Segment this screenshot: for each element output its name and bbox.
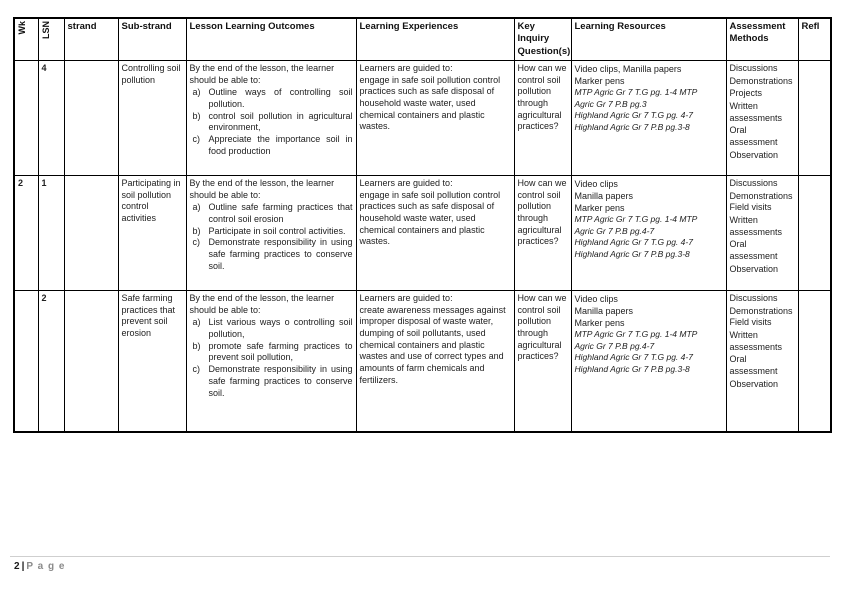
page-label: P a g e (26, 561, 66, 572)
outcome-label: b) (192, 340, 201, 351)
outcome-text: control soil pollution in agricultural environment, (208, 110, 353, 133)
assessment-line: Projects (729, 88, 763, 99)
resource-line: Marker pens (574, 318, 625, 329)
wk-cell (14, 61, 38, 176)
resources-plain (575, 293, 723, 329)
page-footer (14, 561, 65, 572)
resource-reference: Agric Gr 7 P.B pg.4-7 (574, 225, 655, 236)
outcomes-intro: By the end of the lesson, the learner should be able to: (189, 293, 335, 315)
resources-references (575, 87, 723, 133)
table-row (14, 61, 831, 176)
outcomes-intro: By the end of the lesson, the learner should be able to: (189, 63, 335, 85)
assessment-line: Written assessments (729, 101, 783, 123)
header-outcomes: Lesson Learning Outcomes (186, 18, 356, 61)
outcome-item (193, 87, 353, 110)
experiences-intro: Learners are guided to: (359, 63, 453, 74)
assessment-line: Demonstrations (729, 75, 793, 86)
resources-plain (575, 178, 723, 214)
key-inquiry-cell: How can we control soil pollution through agricultural practices? (514, 61, 571, 176)
outcome-label: a) (192, 202, 201, 213)
outcome-item (193, 202, 353, 225)
assessment-line: Written assessments (729, 215, 783, 237)
resource-reference: Highland Agric Gr 7 P.B pg.3-8 (574, 121, 690, 132)
outcome-label: a) (192, 87, 201, 98)
assessment-line: Oral assessment (729, 239, 778, 262)
wk-cell (14, 291, 38, 432)
experiences-body: engage in safe soil pollution control practices such as safe disposal of household waste water, used chemical containers and plastic wastes. (359, 74, 501, 132)
outcomes-list (190, 317, 353, 399)
lsn-cell: 1 (38, 176, 64, 291)
resource-reference: Highland Agric Gr 7 P.B pg.3-8 (574, 363, 690, 374)
resources-cell (571, 291, 726, 432)
assessment-cell (726, 291, 798, 432)
experiences-body: engage in safe soil pollution control practices such as safe disposal of household waste water, used chemical containers and plastic wastes. (359, 189, 501, 247)
assessment-line: Demonstrations Field visits (729, 190, 793, 213)
outcome-text: promote safe farming practices to prevent soil pollution, (208, 340, 353, 363)
header-lsn (38, 18, 64, 61)
resource-line: Video clips (574, 294, 618, 305)
outcome-label: c) (192, 364, 200, 375)
experiences-cell (356, 176, 514, 291)
resource-reference: MTP Agric Gr 7 T.G pg. 1-4 MTP (574, 87, 698, 98)
assessment-line: Discussions (729, 63, 778, 74)
header-wk-label: Wk (17, 21, 27, 35)
outcome-label: b) (192, 110, 201, 121)
assessment-line: Discussions (729, 293, 778, 304)
footer-divider (10, 556, 830, 557)
resource-line: Video clips (574, 179, 618, 190)
resource-line: Video clips, Manilla papers (574, 64, 682, 75)
lsn-cell: 2 (38, 291, 64, 432)
strand-cell (64, 291, 118, 432)
sub-strand-cell: Controlling soil pollution (118, 61, 186, 176)
table-header-row (14, 18, 831, 61)
key-inquiry-cell: How can we control soil pollution through agricultural practices? (514, 291, 571, 432)
assessment-line: Demonstrations Field visits (729, 305, 793, 328)
assessment-line: Written assessments (729, 330, 783, 352)
assessment-line: Oral assessment (729, 125, 778, 148)
refl-cell (798, 176, 831, 291)
assessment-line: Discussions (729, 178, 778, 189)
scheme-of-work-table (13, 17, 832, 433)
header-wk (14, 18, 38, 61)
assessment-cell (726, 176, 798, 291)
header-sub-strand: Sub-strand (118, 18, 186, 61)
outcome-text: Demonstrate responsibility in using safe farming practices to conserve soil. (208, 364, 353, 398)
resource-reference: Agric Gr 7 P.B pg.4-7 (574, 340, 655, 351)
resources-cell (571, 176, 726, 291)
table-row (14, 291, 831, 432)
outcome-item (193, 226, 353, 238)
sub-strand-cell: Participating in soil pollution control activities (118, 176, 186, 291)
outcome-text: Outline ways of controlling soil pollution. (208, 87, 353, 110)
resource-reference: Highland Agric Gr 7 T.G pg. 4-7 (574, 110, 693, 121)
refl-cell (798, 291, 831, 432)
outcome-label: a) (192, 317, 201, 328)
page-number: 2 (14, 561, 20, 572)
assessment-line: Oral assessment (729, 354, 778, 377)
strand-cell (64, 61, 118, 176)
resources-references (575, 329, 723, 375)
strand-cell (64, 176, 118, 291)
resource-line: Manilla papers (574, 306, 634, 317)
resource-reference: Highland Agric Gr 7 P.B pg.3-8 (574, 248, 690, 259)
resources-plain (575, 63, 723, 87)
resource-reference: Highland Agric Gr 7 T.G pg. 4-7 (574, 352, 693, 363)
outcomes-cell (186, 291, 356, 432)
outcome-text: List various ways o controlling soil pollution, (208, 317, 353, 340)
sub-strand-cell: Safe farming practices that prevent soil erosion (118, 291, 186, 432)
header-refl: Refl (798, 18, 831, 61)
header-assessment: Assessment Methods (726, 18, 798, 61)
outcome-item (193, 237, 353, 272)
resource-reference: MTP Agric Gr 7 T.G pg. 1-4 MTP (574, 214, 698, 225)
lsn-cell: 4 (38, 61, 64, 176)
experiences-cell (356, 291, 514, 432)
outcomes-list (190, 202, 353, 272)
resource-line: Marker pens (574, 203, 625, 214)
table-row (14, 176, 831, 291)
outcomes-list (190, 87, 353, 157)
assessment-line: Observation (729, 149, 779, 160)
resources-cell (571, 61, 726, 176)
resource-line: Marker pens (574, 76, 625, 87)
experiences-intro: Learners are guided to: (359, 293, 453, 304)
outcomes-cell (186, 61, 356, 176)
assessment-line: Observation (729, 263, 779, 274)
resource-reference: MTP Agric Gr 7 T.G pg. 1-4 MTP (574, 329, 698, 340)
resource-line: Manilla papers (574, 191, 634, 202)
assessment-cell (726, 61, 798, 176)
outcome-text: Demonstrate responsibility in using safe farming practices to conserve soil. (208, 237, 353, 271)
outcome-label: b) (192, 225, 201, 236)
outcome-item (193, 364, 353, 399)
resource-reference: Highland Agric Gr 7 T.G pg. 4-7 (574, 237, 693, 248)
outcome-item (193, 317, 353, 340)
outcome-label: c) (192, 134, 200, 145)
header-experiences: Learning Experiences (356, 18, 514, 61)
outcome-item (193, 111, 353, 134)
page-separator: | (21, 561, 25, 572)
experiences-body: create awareness messages against improper disposal of waste water, dumping of soil pollutants, used chemical containers and plastic wastes and use of correct types and amounts of farm chemicals and fertilizers. (359, 304, 506, 385)
outcome-text: Participate in soil control activities. (208, 225, 346, 236)
header-strand: strand (64, 18, 118, 61)
refl-cell (798, 61, 831, 176)
wk-cell: 2 (14, 176, 38, 291)
header-resources: Learning Resources (571, 18, 726, 61)
assessment-line: Observation (729, 378, 779, 389)
outcome-item (193, 341, 353, 364)
header-key-inquiry: Key Inquiry Question(s) (514, 18, 571, 61)
header-lsn-label: LSN (40, 21, 51, 39)
outcome-label: c) (192, 237, 200, 248)
experiences-intro: Learners are guided to: (359, 178, 453, 189)
outcome-item (193, 134, 353, 157)
experiences-cell (356, 61, 514, 176)
key-inquiry-cell: How can we control soil pollution through agricultural practices? (514, 176, 571, 291)
outcome-text: Outline safe farming practices that control soil erosion (208, 202, 353, 225)
resources-references (575, 214, 723, 260)
outcome-text: Appreciate the importance soil in food production (208, 134, 353, 156)
outcomes-cell (186, 176, 356, 291)
resource-reference: Agric Gr 7 P.B pg.3 (574, 98, 647, 109)
outcomes-intro: By the end of the lesson, the learner should be able to: (189, 178, 335, 200)
